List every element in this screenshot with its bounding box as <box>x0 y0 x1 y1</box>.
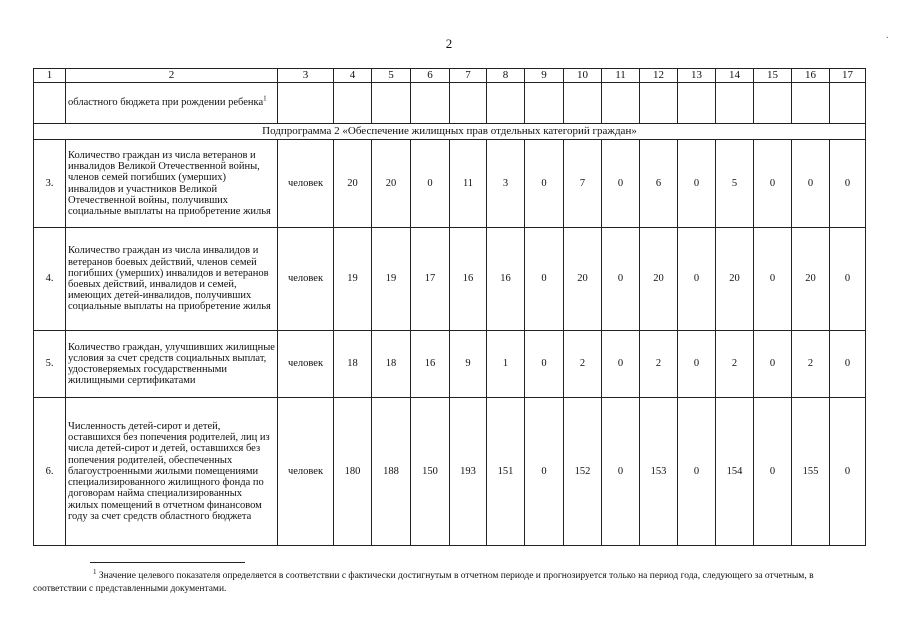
footnote-text: Значение целевого показателя определяется в соответствии с фактически достигнутым в отчетном периоде и прогнозируется только на период года, следующего за отчетным, в соответствии с представленными документами. <box>33 571 814 594</box>
cell-value: 0 <box>678 398 716 546</box>
cell-empty <box>487 83 525 124</box>
cell-empty <box>450 83 487 124</box>
header-cell: 13 <box>678 69 716 83</box>
cell-empty <box>372 83 411 124</box>
cell-value: 153 <box>640 398 678 546</box>
cell-unit: человек <box>278 331 334 398</box>
header-cell: 8 <box>487 69 525 83</box>
header-cell: 11 <box>602 69 640 83</box>
cell-value: 20 <box>334 140 372 228</box>
cell-value: 0 <box>411 140 450 228</box>
cell-empty <box>754 83 792 124</box>
cell-value: 0 <box>525 228 564 331</box>
subprogram-row <box>34 124 866 140</box>
cell-value: 180 <box>334 398 372 546</box>
cell-value: 0 <box>602 398 640 546</box>
cell-value: 0 <box>830 228 866 331</box>
cell-value: 1 <box>487 331 525 398</box>
cell-value: 19 <box>334 228 372 331</box>
cell-value: 0 <box>754 140 792 228</box>
cell-value: 0 <box>754 331 792 398</box>
cell-value: 0 <box>678 228 716 331</box>
header-cell: 2 <box>66 69 278 83</box>
header-cell: 14 <box>716 69 754 83</box>
cell-description: Численность детей-сирот и детей, оставшихся без попечения родителей, лиц из числа детей-сирот и детей, оставшихся без попечения родителей, обеспеченных благоустроенными жилыми помещениями специализированного жилищного фонда по договорам найма специализированных жилых помещений в отчетном финансовом году за счет средств областного бюджета <box>66 398 278 546</box>
cell-value: 0 <box>525 140 564 228</box>
cell-value: 0 <box>602 228 640 331</box>
cell-empty <box>830 83 866 124</box>
cell-value: 188 <box>372 398 411 546</box>
cell-empty <box>525 83 564 124</box>
cell-value: 18 <box>334 331 372 398</box>
cell-value: 0 <box>602 140 640 228</box>
cell-value: 3 <box>487 140 525 228</box>
cell-value: 11 <box>450 140 487 228</box>
table-row <box>34 228 866 331</box>
cell-value: 0 <box>678 140 716 228</box>
cell-empty <box>602 83 640 124</box>
cell-empty <box>678 83 716 124</box>
header-cell: 1 <box>34 69 66 83</box>
cell-value: 155 <box>792 398 830 546</box>
footnote-divider <box>90 562 245 563</box>
cell-empty <box>278 83 334 124</box>
cell-value: 17 <box>411 228 450 331</box>
cell-empty <box>334 83 372 124</box>
cell-description: Количество граждан из числа ветеранов и инвалидов Великой Отечественной войны, членов семей погибших (умерших) инвалидов и участников Великой Отечественной войны, получивших социальные выплаты на приобретение жилья <box>66 140 278 228</box>
cell-value: 0 <box>525 331 564 398</box>
cell-empty <box>640 83 678 124</box>
cell-value: 19 <box>372 228 411 331</box>
cell-value: 0 <box>602 331 640 398</box>
header-cell: 16 <box>792 69 830 83</box>
cell-value: 0 <box>525 398 564 546</box>
cell-value: 0 <box>792 140 830 228</box>
header-cell: 9 <box>525 69 564 83</box>
cell-num: 4. <box>34 228 66 331</box>
cell-value: 20 <box>372 140 411 228</box>
footnote-marker: 1 <box>93 567 97 576</box>
cell-value: 7 <box>564 140 602 228</box>
cell-description: Количество граждан, улучшивших жилищные условия за счет средств социальных выплат, удостоверяемых государственными жилищными сертификатами <box>66 331 278 398</box>
cell-value: 9 <box>450 331 487 398</box>
cell-empty <box>411 83 450 124</box>
cell-value: 2 <box>564 331 602 398</box>
header-cell: 12 <box>640 69 678 83</box>
cell-value: 150 <box>411 398 450 546</box>
cell-value: 20 <box>640 228 678 331</box>
cell-empty <box>792 83 830 124</box>
cell-value: 0 <box>830 398 866 546</box>
cell-value: 20 <box>792 228 830 331</box>
header-row <box>34 69 866 83</box>
header-cell: 4 <box>334 69 372 83</box>
subprogram-title: Подпрограмма 2 «Обеспечение жилищных прав отдельных категорий граждан» <box>34 124 866 140</box>
continuation-row <box>34 83 866 124</box>
cell-value: 193 <box>450 398 487 546</box>
cell-value: 18 <box>372 331 411 398</box>
cell-value: 151 <box>487 398 525 546</box>
cell-value: 20 <box>564 228 602 331</box>
header-cell: 5 <box>372 69 411 83</box>
cell-value: 0 <box>678 331 716 398</box>
header-cell: 6 <box>411 69 450 83</box>
corner-mark: . <box>886 30 889 41</box>
header-cell: 15 <box>754 69 792 83</box>
cell-value: 154 <box>716 398 754 546</box>
cell-unit: человек <box>278 398 334 546</box>
cell-empty <box>716 83 754 124</box>
cell-value: 20 <box>716 228 754 331</box>
indicator-table <box>33 68 866 546</box>
cell-value: 2 <box>640 331 678 398</box>
page-number: 2 <box>445 36 453 51</box>
cell-num: 5. <box>34 331 66 398</box>
cell-value: 0 <box>830 331 866 398</box>
cell-value: 0 <box>754 398 792 546</box>
cell-empty <box>564 83 602 124</box>
cell-value: 5 <box>716 140 754 228</box>
header-cell: 17 <box>830 69 866 83</box>
header-cell: 10 <box>564 69 602 83</box>
table-row <box>34 331 866 398</box>
cell-description <box>66 83 278 124</box>
footnote-ref: 1 <box>263 94 267 103</box>
cell-value: 2 <box>716 331 754 398</box>
cell-num: 6. <box>34 398 66 546</box>
cell-value: 6 <box>640 140 678 228</box>
cell-value: 152 <box>564 398 602 546</box>
cell-num <box>34 83 66 124</box>
cell-value: 0 <box>754 228 792 331</box>
cell-value: 16 <box>411 331 450 398</box>
table-row <box>34 398 866 546</box>
cell-value: 0 <box>830 140 866 228</box>
cell-value: 16 <box>450 228 487 331</box>
table-row <box>34 140 866 228</box>
cell-value: 2 <box>792 331 830 398</box>
header-cell: 3 <box>278 69 334 83</box>
cell-unit: человек <box>278 140 334 228</box>
cell-description: Количество граждан из числа инвалидов и ветеранов боевых действий, членов семей погибших (умерших) инвалидов и ветеранов боевых действий, инвалидов и семей, имеющих детей-инвалидов, получивших социальные выплаты на приобретение жилья <box>66 228 278 331</box>
footnote <box>33 567 863 596</box>
cell-unit: человек <box>278 228 334 331</box>
continuation-text: областного бюджета при рождении ребенка <box>68 97 264 109</box>
cell-value: 16 <box>487 228 525 331</box>
header-cell: 7 <box>450 69 487 83</box>
cell-num: 3. <box>34 140 66 228</box>
